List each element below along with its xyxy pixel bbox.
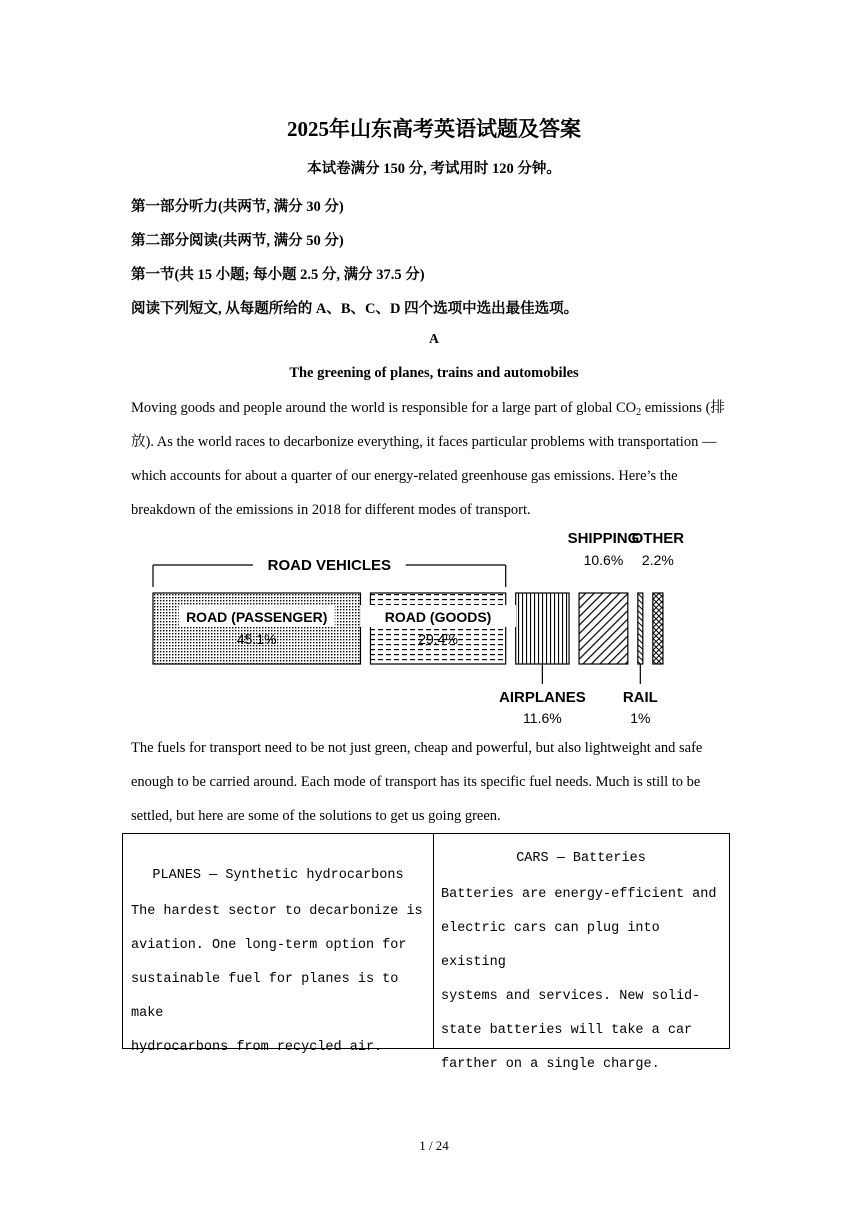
shipping-bar [579,593,628,664]
airplanes-bar [516,593,569,664]
cars-body: Batteries are energy-efficient and electric cars can plug into existing systems and services. New solid- state batteries will take a car farther on a single charge. [441,887,717,1072]
value-label: 45.1% [236,631,277,647]
emissions-chart [130,522,740,732]
other-bar [653,593,663,664]
intro-paragraph: Moving goods and people around the world is responsible for a large part of global $CO_2$ emissions (排放). As the world races to decarbonize everything, it faces particular problems with transportation — which accounts for about a quarter of our energy-related greenhouse gas emissions. Here’s the breakdown of the emissions in 2018 for different modes of transport. [131,400,725,518]
exam-info: 本试卷满分 150 分, 考试用时 120 分钟。 [307,161,561,177]
value-label: 29.4% [418,631,458,647]
category-label: ROAD (GOODS) [384,609,492,625]
category-label: AIRPLANES [499,689,586,706]
value-label: 10.6% [583,552,624,568]
planes-body: The hardest sector to decarbonize is aviation. One long-term option for sustainable fuel for planes is to make hydrocarbons from recycled air. [131,904,423,1055]
category-label: OTHER [631,530,685,547]
value-label: 2.2% [641,552,674,568]
rail-bar [638,593,643,664]
cars-cell [433,834,729,1072]
passage-label: A [429,331,439,346]
page-number: 1 / 24 [419,1138,449,1153]
planes-cell [123,834,434,1055]
category-label: RAIL [622,689,658,706]
solutions-paragraph: The fuels for transport need to be not just green, cheap and powerful, but also lightweight and safe enough to be carried around. Each mode of transport has its specific fuel needs. Much is still to be settled, but here are some of the solutions to get us going green. [131,740,703,824]
category-label: ROAD (PASSENGER) [186,609,328,625]
value-label: 1% [630,710,651,726]
value-label: 11.6% [523,710,562,726]
road-passenger-bar [153,593,360,664]
category-label: SHIPPING [567,530,640,547]
group-label: ROAD VEHICLES [267,557,392,574]
road-goods-bar [370,593,505,664]
passage-title: The greening of planes, trains and automobiles [289,365,579,381]
section-heading-reading: 第二部分阅读(共两节, 满分 50 分) [131,233,344,249]
planes-heading: PLANES — Synthetic hydrocarbons [152,868,404,883]
solutions-table [122,833,730,1072]
section-heading-listening: 第一部分听力(共两节, 满分 30 分) [131,199,344,215]
instructions: 阅读下列短文, 从每题所给的 A、B、C、D 四个选项中选出最佳选项。 [131,301,579,317]
page-title: 2025年山东高考英语试题及答案 [287,117,581,141]
cars-heading: CARS — Batteries [516,851,646,866]
subsection-heading: 第一节(共 15 小题; 每小题 2.5 分, 满分 37.5 分) [131,267,425,283]
